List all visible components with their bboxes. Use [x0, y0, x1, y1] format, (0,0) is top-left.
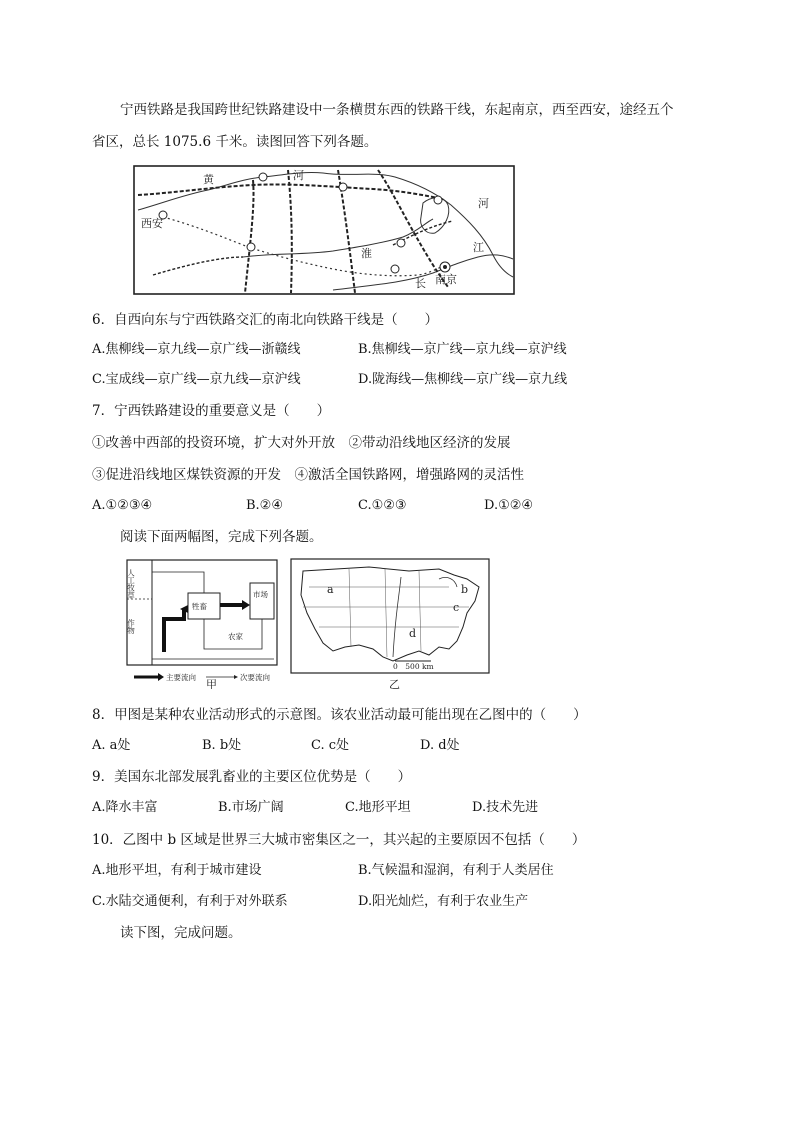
yi-label-d: d: [409, 627, 417, 640]
yi-scale: 0 500 km: [393, 662, 434, 671]
label-he-1: 河: [293, 169, 304, 182]
q6-option-a[interactable]: A.焦柳线—京九线—京广线—浙赣线: [92, 342, 301, 357]
railway-map: [133, 165, 515, 295]
label-jiang: 江: [473, 241, 484, 254]
q10-option-a[interactable]: A.地形平坦，有利于城市建设: [92, 863, 262, 878]
intro-paragraph-3: 读下图，完成问题。: [120, 925, 242, 941]
q7-option-d[interactable]: D.①②④: [484, 498, 534, 513]
intro-paragraph-line-2: 省区，总长 1075.6 千米。读图回答下列各题。: [92, 134, 378, 150]
map-yi-usa: [289, 557, 493, 691]
q7-option-b[interactable]: B.②④: [246, 498, 283, 513]
jia-farmer: 农家: [228, 632, 243, 641]
q7-option-c[interactable]: C.①②③: [358, 498, 407, 513]
yi-label-c: c: [453, 601, 460, 614]
label-huai: 淮: [361, 247, 372, 260]
yi-caption: 乙: [389, 678, 400, 691]
q6-option-d[interactable]: D.陇海线—焦柳线—京广线—京九线: [358, 372, 568, 387]
q9-option-c[interactable]: C.地形平坦: [345, 800, 411, 815]
label-xian: 西安: [141, 217, 163, 230]
q9-option-d[interactable]: D.技术先进: [472, 800, 539, 815]
yi-label-a: a: [327, 583, 334, 596]
label-he-2: 河: [478, 197, 489, 210]
intro-paragraph-2: 阅读下面两幅图，完成下列各题。: [120, 529, 323, 545]
q10-option-b[interactable]: B.气候温和湿润，有利于人类居住: [358, 863, 554, 878]
question-9-stem: 9．美国东北部发展乳畜业的主要区位优势是（ ）: [92, 769, 412, 785]
jia-label-left-bottom: 作物: [126, 619, 136, 634]
q9-option-a[interactable]: A.降水丰富: [92, 800, 158, 815]
q7-statements-1: ①改善中西部的投资环境，扩大对外开放 ②带动沿线地区经济的发展: [92, 435, 511, 451]
jia-market: 市场: [253, 590, 268, 599]
label-nanjing: 南京: [435, 273, 457, 286]
q10-option-c[interactable]: C.水陆交通便利，有利于对外联系: [92, 894, 288, 909]
q6-option-c[interactable]: C.宝成线—京广线—京九线—京沪线: [92, 372, 301, 387]
question-6-stem: 6．自西向东与宁西铁路交汇的南北向铁路干线是（ ）: [92, 312, 439, 328]
jia-legend-minor: 次要流向: [240, 673, 270, 682]
q7-statements-2: ③促进沿线地区煤铁资源的开发 ④激活全国铁路网，增强路网的灵活性: [92, 467, 524, 483]
label-chang: 长: [415, 277, 426, 290]
jia-legend-main: 主要流向: [166, 673, 196, 682]
q6-option-b[interactable]: B.焦柳线—京广线—京九线—京沪线: [358, 342, 567, 357]
question-7-stem: 7．宁西铁路建设的重要意义是（ ）: [92, 403, 331, 419]
q10-option-d[interactable]: D.阳光灿烂，有利于农业生产: [358, 894, 529, 909]
label-huang: 黄: [203, 173, 214, 186]
intro-paragraph-line-1: 宁西铁路是我国跨世纪铁路建设中一条横贯东西的铁路干线，东起南京，西至西安，途经五个: [120, 102, 674, 118]
question-10-stem: 10．乙图中 b 区域是世界三大城市密集区之一，其兴起的主要原因不包括（ ）: [92, 832, 586, 848]
q7-option-a[interactable]: A.①②③④: [92, 498, 153, 513]
q8-option-a[interactable]: A. a处: [92, 738, 131, 753]
question-8-stem: 8．甲图是某种农业活动形式的示意图。该农业活动最可能出现在乙图中的（ ）: [92, 707, 587, 723]
q8-option-d[interactable]: D. d处: [420, 738, 460, 753]
jia-label-left-top: 人工牧草: [126, 569, 136, 599]
q8-option-c[interactable]: C. c处: [311, 738, 350, 753]
diagram-jia: [124, 557, 284, 689]
jia-caption: 甲: [206, 678, 217, 689]
yi-label-b: b: [461, 583, 469, 596]
q8-option-b[interactable]: B. b处: [202, 738, 242, 753]
q9-option-b[interactable]: B.市场广阔: [218, 800, 284, 815]
jia-livestock: 牲畜: [192, 602, 207, 611]
